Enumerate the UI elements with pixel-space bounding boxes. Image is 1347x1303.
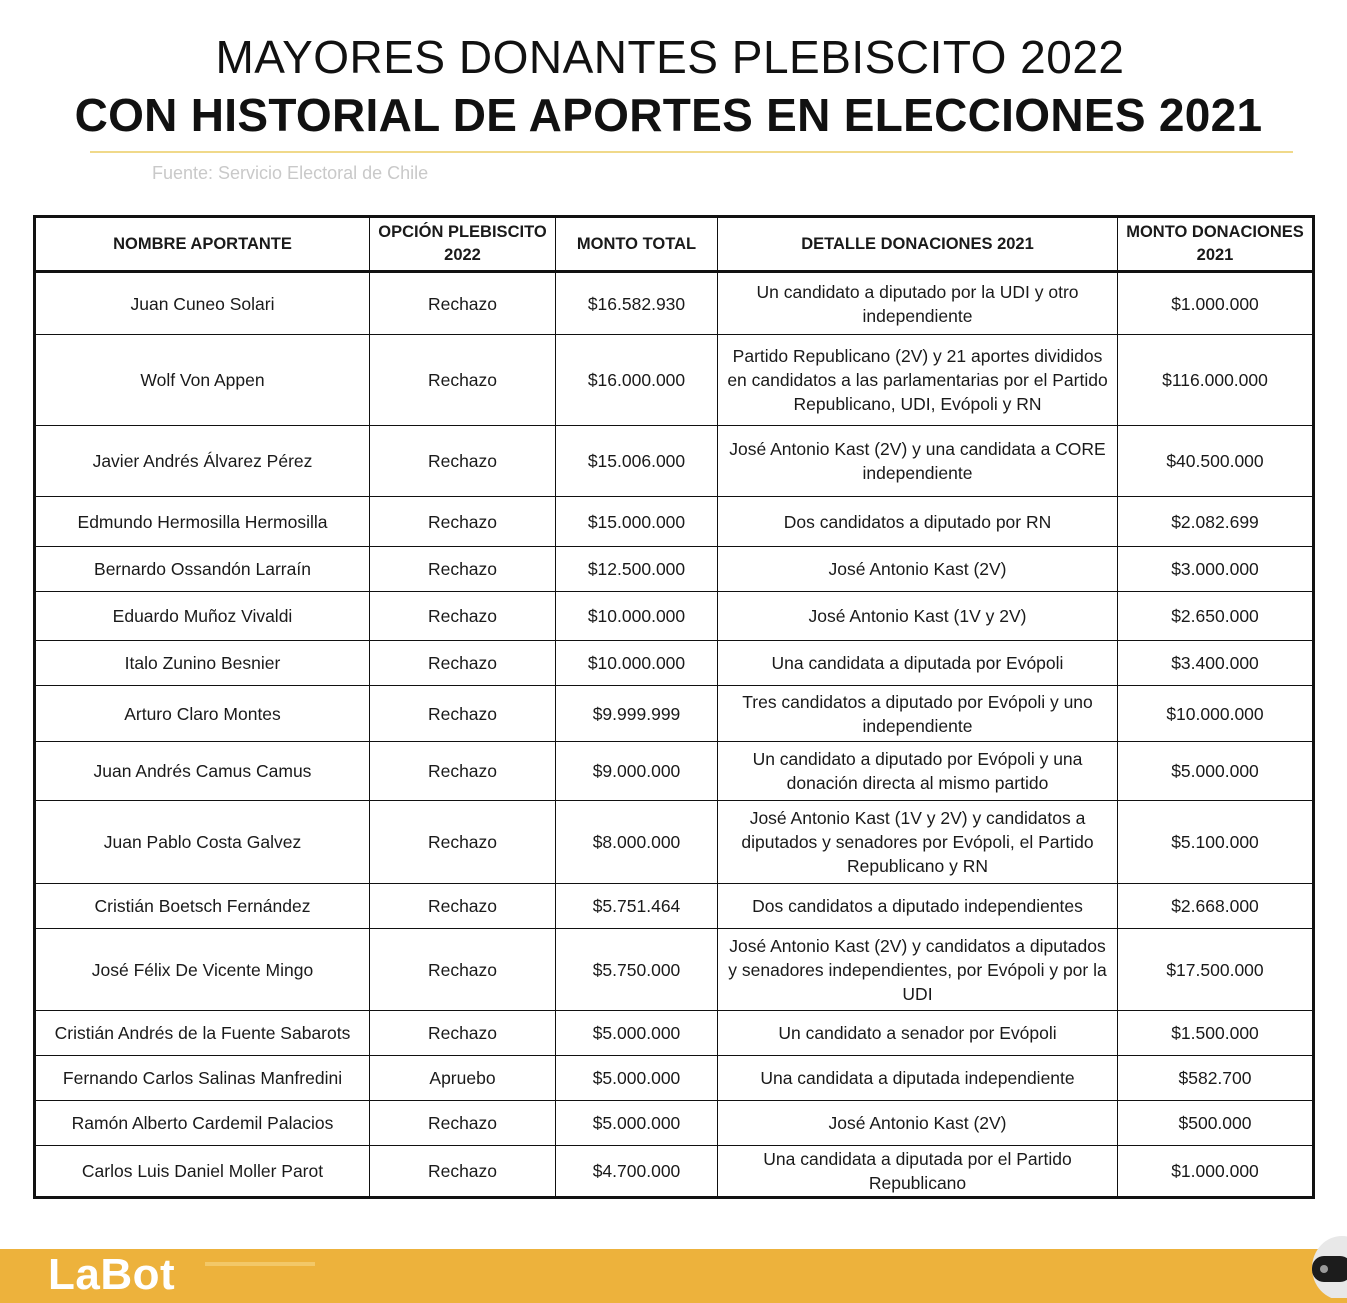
amount-2021-cell: $5.100.000 xyxy=(1118,801,1314,884)
amount-2021-cell: $1.000.000 xyxy=(1118,272,1314,335)
donation-detail-cell: Tres candidatos a diputado por Evópoli y uno independiente xyxy=(718,686,1118,742)
donation-detail-cell: José Antonio Kast (1V y 2V) xyxy=(718,592,1118,641)
plebiscite-option-cell: Apruebo xyxy=(370,1056,556,1101)
total-amount-cell: $9.000.000 xyxy=(556,742,718,801)
table-row xyxy=(35,1146,1314,1198)
donation-detail-cell: Dos candidatos a diputado independientes xyxy=(718,884,1118,929)
plebiscite-option-cell: Rechazo xyxy=(370,335,556,426)
table-row xyxy=(35,426,1314,497)
donor-name-cell: Eduardo Muñoz Vivaldi xyxy=(35,592,370,641)
labot-logo: LaBot xyxy=(48,1250,176,1299)
amount-2021-cell: $2.668.000 xyxy=(1118,884,1314,929)
table-row xyxy=(35,1101,1314,1146)
column-header-name: NOMBRE APORTANTE xyxy=(35,217,370,272)
plebiscite-option-cell: Rechazo xyxy=(370,426,556,497)
amount-2021-cell: $3.400.000 xyxy=(1118,641,1314,686)
total-amount-cell: $5.000.000 xyxy=(556,1011,718,1056)
donation-detail-cell: José Antonio Kast (2V) y una candidata a CORE independiente xyxy=(718,426,1118,497)
donation-detail-cell: Partido Republicano (2V) y 21 aportes divididos en candidatos a las parlamentarias por el Partido Republicano, UDI, Evópoli y RN xyxy=(718,335,1118,426)
donation-detail-cell: José Antonio Kast (2V) xyxy=(718,1101,1118,1146)
donation-detail-cell: Un candidato a diputado por la UDI y otro independiente xyxy=(718,272,1118,335)
table-row xyxy=(35,686,1314,742)
amount-2021-cell: $10.000.000 xyxy=(1118,686,1314,742)
total-amount-cell: $5.000.000 xyxy=(556,1101,718,1146)
table-row xyxy=(35,592,1314,641)
donor-name-cell: Wolf Von Appen xyxy=(35,335,370,426)
donation-detail-cell: José Antonio Kast (1V y 2V) y candidatos a diputados y senadores por Evópoli, el Partido Republicano y RN xyxy=(718,801,1118,884)
donors-table xyxy=(33,215,1315,1199)
table-row xyxy=(35,641,1314,686)
amount-2021-cell: $582.700 xyxy=(1118,1056,1314,1101)
plebiscite-option-cell: Rechazo xyxy=(370,592,556,641)
donor-name-cell: Carlos Luis Daniel Moller Parot xyxy=(35,1146,370,1198)
total-amount-cell: $5.000.000 xyxy=(556,1056,718,1101)
donor-name-cell: Juan Andrés Camus Camus xyxy=(35,742,370,801)
donation-detail-cell: José Antonio Kast (2V) xyxy=(718,547,1118,592)
donor-name-cell: Edmundo Hermosilla Hermosilla xyxy=(35,497,370,547)
table-row xyxy=(35,1056,1314,1101)
title-line-1: MAYORES DONANTES PLEBISCITO 2022 xyxy=(215,31,1125,83)
plebiscite-option-cell: Rechazo xyxy=(370,686,556,742)
donor-name-cell: Juan Pablo Costa Galvez xyxy=(35,801,370,884)
plebiscite-option-cell: Rechazo xyxy=(370,1146,556,1198)
column-header-amount-2021: MONTO DONACIONES 2021 xyxy=(1118,217,1314,272)
table-row xyxy=(35,801,1314,884)
total-amount-cell: $5.750.000 xyxy=(556,929,718,1011)
plebiscite-option-cell: Rechazo xyxy=(370,547,556,592)
total-amount-cell: $9.999.999 xyxy=(556,686,718,742)
table-row xyxy=(35,742,1314,801)
table-row xyxy=(35,929,1314,1011)
title-divider xyxy=(90,151,1293,153)
plebiscite-option-cell: Rechazo xyxy=(370,1011,556,1056)
total-amount-cell: $16.000.000 xyxy=(556,335,718,426)
donation-detail-cell: Un candidato a diputado por Evópoli y una donación directa al mismo partido xyxy=(718,742,1118,801)
donor-name-cell: Arturo Claro Montes xyxy=(35,686,370,742)
donation-detail-cell: Una candidata a diputada por Evópoli xyxy=(718,641,1118,686)
table-row xyxy=(35,884,1314,929)
amount-2021-cell: $116.000.000 xyxy=(1118,335,1314,426)
total-amount-cell: $4.700.000 xyxy=(556,1146,718,1198)
donor-name-cell: Bernardo Ossandón Larraín xyxy=(35,547,370,592)
total-amount-cell: $12.500.000 xyxy=(556,547,718,592)
amount-2021-cell: $3.000.000 xyxy=(1118,547,1314,592)
total-amount-cell: $8.000.000 xyxy=(556,801,718,884)
amount-2021-cell: $2.082.699 xyxy=(1118,497,1314,547)
donation-detail-cell: Una candidata a diputada por el Partido Republicano xyxy=(718,1146,1118,1198)
amount-2021-cell: $1.000.000 xyxy=(1118,1146,1314,1198)
table-row xyxy=(35,497,1314,547)
donor-name-cell: Fernando Carlos Salinas Manfredini xyxy=(35,1056,370,1101)
column-header-total: MONTO TOTAL xyxy=(556,217,718,272)
amount-2021-cell: $40.500.000 xyxy=(1118,426,1314,497)
donor-name-cell: José Félix De Vicente Mingo xyxy=(35,929,370,1011)
donor-name-cell: Cristián Boetsch Fernández xyxy=(35,884,370,929)
amount-2021-cell: $500.000 xyxy=(1118,1101,1314,1146)
amount-2021-cell: $17.500.000 xyxy=(1118,929,1314,1011)
plebiscite-option-cell: Rechazo xyxy=(370,801,556,884)
donor-name-cell: Cristián Andrés de la Fuente Sabarots xyxy=(35,1011,370,1056)
total-amount-cell: $5.751.464 xyxy=(556,884,718,929)
table-row xyxy=(35,335,1314,426)
total-amount-cell: $10.000.000 xyxy=(556,641,718,686)
total-amount-cell: $10.000.000 xyxy=(556,592,718,641)
donation-detail-cell: Dos candidatos a diputado por RN xyxy=(718,497,1118,547)
plebiscite-option-cell: Rechazo xyxy=(370,884,556,929)
donor-name-cell: Juan Cuneo Solari xyxy=(35,272,370,335)
table-row xyxy=(35,272,1314,335)
table-row xyxy=(35,547,1314,592)
logo-underline xyxy=(205,1262,315,1266)
total-amount-cell: $16.582.930 xyxy=(556,272,718,335)
amount-2021-cell: $2.650.000 xyxy=(1118,592,1314,641)
plebiscite-option-cell: Rechazo xyxy=(370,272,556,335)
donation-detail-cell: Un candidato a senador por Evópoli xyxy=(718,1011,1118,1056)
source-note: Fuente: Servicio Electoral de Chile xyxy=(152,163,429,183)
robot-mascot-icon xyxy=(1308,1226,1347,1298)
column-header-detail: DETALLE DONACIONES 2021 xyxy=(718,217,1118,272)
total-amount-cell: $15.000.000 xyxy=(556,497,718,547)
donor-name-cell: Italo Zunino Besnier xyxy=(35,641,370,686)
footer-bar xyxy=(0,1249,1347,1303)
amount-2021-cell: $5.000.000 xyxy=(1118,742,1314,801)
total-amount-cell: $15.006.000 xyxy=(556,426,718,497)
plebiscite-option-cell: Rechazo xyxy=(370,1101,556,1146)
donor-name-cell: Ramón Alberto Cardemil Palacios xyxy=(35,1101,370,1146)
title-line-2: CON HISTORIAL DE APORTES EN ELECCIONES 2021 xyxy=(74,89,1263,141)
plebiscite-option-cell: Rechazo xyxy=(370,929,556,1011)
table-row xyxy=(35,1011,1314,1056)
plebiscite-option-cell: Rechazo xyxy=(370,641,556,686)
amount-2021-cell: $1.500.000 xyxy=(1118,1011,1314,1056)
plebiscite-option-cell: Rechazo xyxy=(370,497,556,547)
donation-detail-cell: Una candidata a diputada independiente xyxy=(718,1056,1118,1101)
table-header-row xyxy=(35,217,1314,272)
donation-detail-cell: José Antonio Kast (2V) y candidatos a diputados y senadores independientes, por Evópoli y por la UDI xyxy=(718,929,1118,1011)
donor-name-cell: Javier Andrés Álvarez Pérez xyxy=(35,426,370,497)
plebiscite-option-cell: Rechazo xyxy=(370,742,556,801)
column-header-option: OPCIÓN PLEBISCITO 2022 xyxy=(370,217,556,272)
